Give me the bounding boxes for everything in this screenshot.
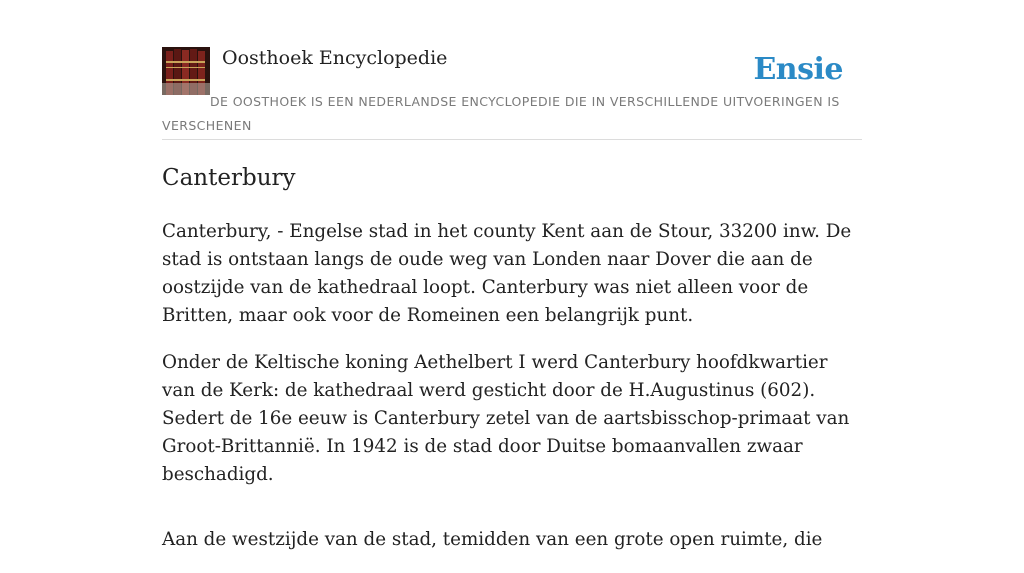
site-header xyxy=(162,46,862,140)
brand-logo[interactable]: Ensie xyxy=(753,52,843,87)
site-title[interactable]: Oosthoek Encyclopedie xyxy=(222,47,448,69)
article-title: Canterbury xyxy=(162,165,296,191)
article-paragraph: Aan de westzijde van de stad, temidden van een grote open ruimte, die xyxy=(162,529,823,550)
article xyxy=(162,160,862,573)
site-tagline: DE OOSTHOEK IS EEN NEDERLANDSE ENCYCLOPEDIE DIE IN VERSCHILLENDE UITVOERINGEN IS VERSCHENEN xyxy=(162,94,840,133)
article-paragraph: Onder de Keltische koning Aethelbert I werd Canterbury hoofdkwartier van de Kerk: de kathedraal werd gesticht door de H.Augustinus (602). Sedert de 16e eeuw is Canterbury zetel van de aartsbisschop-primaat van Groot-Brittannië. In 1942 is de stad door Duitse bomaanvallen zwaar beschadigd. xyxy=(162,352,850,485)
article-paragraph: Canterbury, - Engelse stad in het county Kent aan de Stour, 33200 inw. De stad is ontstaan langs de oude weg van Londen naar Dover die aan de oostzijde van de kathedraal loopt. Canterbury was niet alleen voor de Britten, maar ook voor de Romeinen een belangrijk punt. xyxy=(162,221,852,326)
site-avatar[interactable] xyxy=(162,47,210,95)
book-spines-icon xyxy=(162,47,210,95)
